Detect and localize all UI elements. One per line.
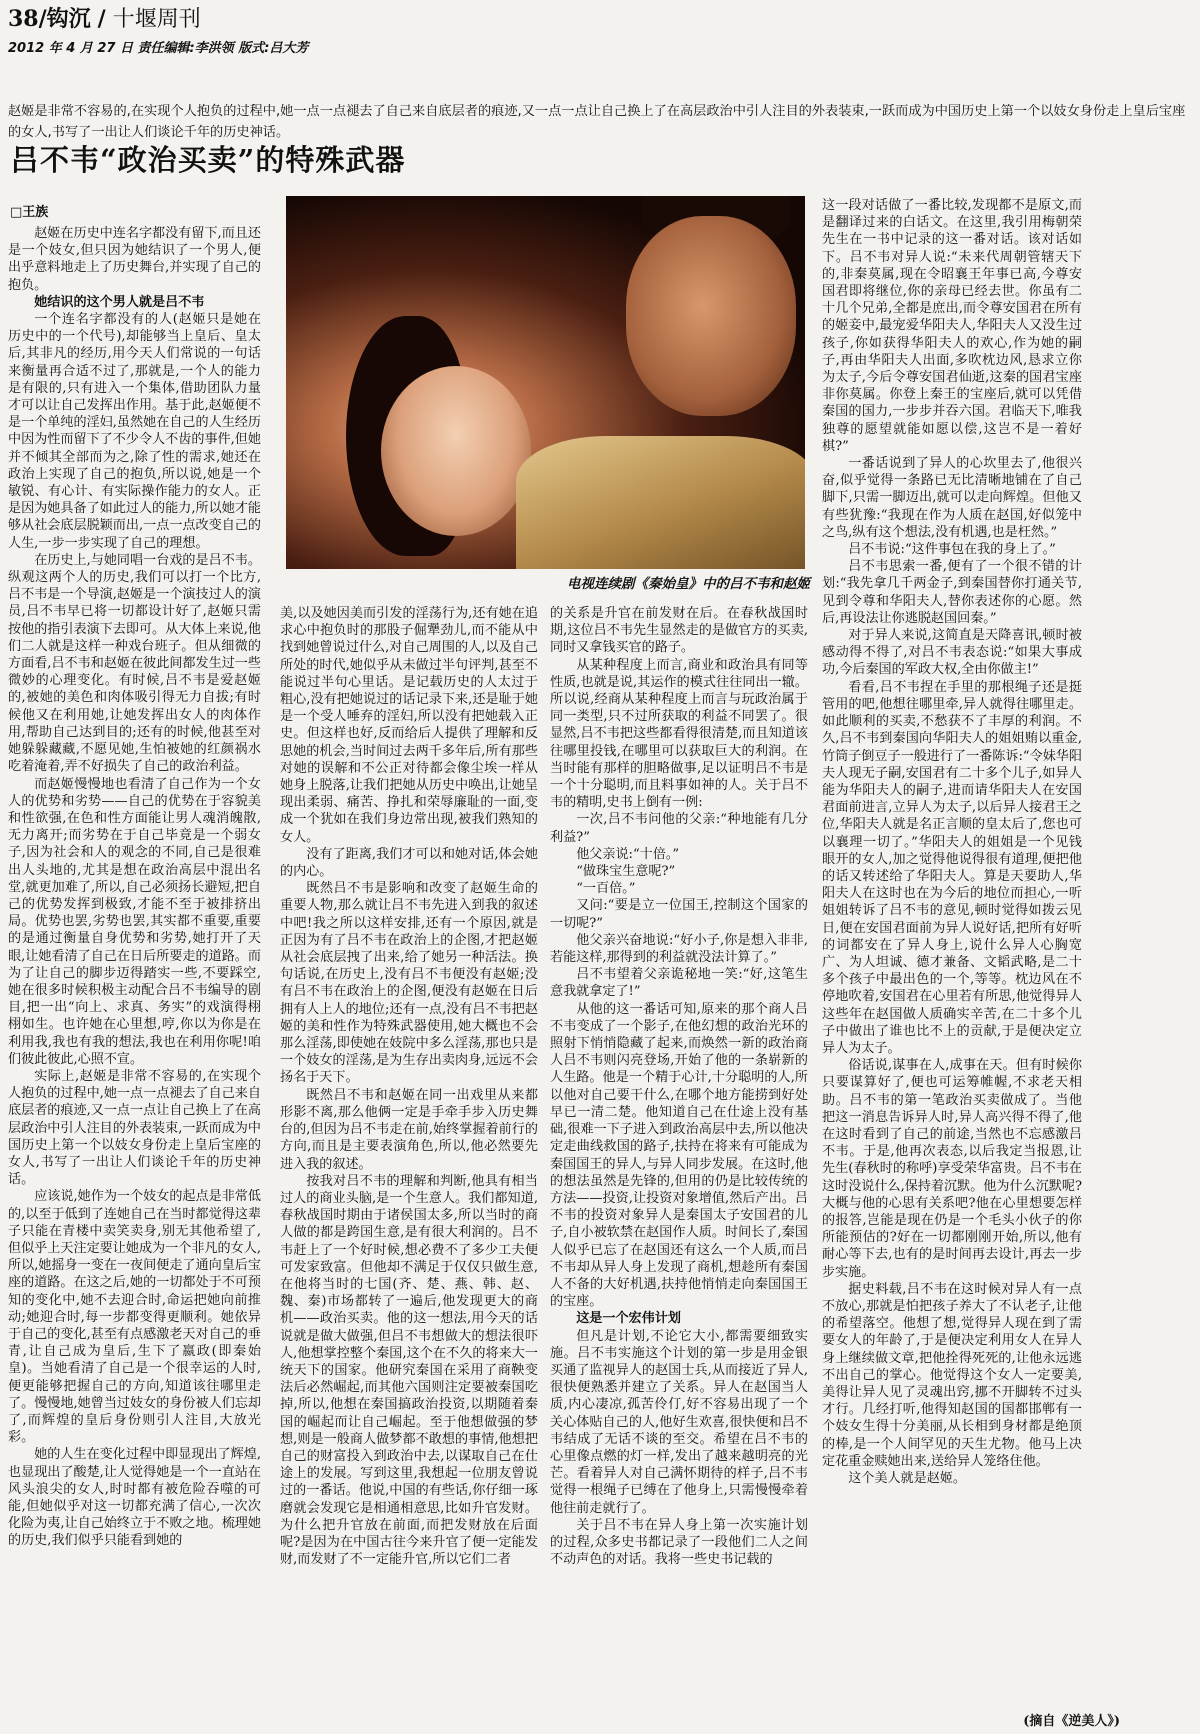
paragraph: 实际上,赵姬是非常不容易的,在实现个人抱负的过程中,她一点一点褪去了自己来自底层者的痕迹,又一点一点让自己换上了在高层政治中引人注目的外表装束,一跃而成为中国历史上第一个以妓女身份走上皇后宝座的女人,书写了一出让人们谈论千年的历史神话。 <box>8 1068 261 1188</box>
masthead <box>8 6 1188 33</box>
paragraph: 吕不韦思索一番,便有了一个很不错的计划:“我先拿几千两金子,到秦国替你打通关节,见到令尊和华阳夫人,替你表述你的心愿。然后,再设法让你逃脱赵国回秦。” <box>822 559 1082 626</box>
paragraph: 这一段对话做了一番比较,发现都不是原文,而是翻译过来的白话文。在这里,我引用梅朝荣先生在一书中记录的这一番对话。该对话如下。吕不韦对异人说:“未来代周朝管辖天下的,非秦莫属,现在令昭襄王年事已高,今尊安国君即将继位,你的亲母已经去世。你虽有二十几个兄弟,全都是庶出,而令尊安国君在所有的姬妾中,最宠爱华阳夫人,华阳夫人又没生过孩子,你如获得华阳夫人的欢心,作为她的嗣子,再由华阳夫人出面,多吹枕边风,恳求立你为太子,今后令尊安国君仙逝,这秦的国君宝座非你莫属。你登上秦王的宝座后,就可以凭借秦国的国力,一步步并吞六国。君临天下,唯我独尊的愿望就能如愿以偿,这岂不是一着好棋?” <box>822 198 1082 454</box>
paragraph: 他父亲兴奋地说:“好小子,你是想入非非,若能这样,那得到的利益就没法计算了。” <box>550 932 808 966</box>
section-heading: 她结识的这个男人就是吕不韦 <box>34 294 205 310</box>
text-column-1 <box>8 225 261 1725</box>
paragraph: 又问:“要是立一位国王,控制这个国家的一切呢?” <box>550 898 808 931</box>
photo-figure-robe <box>516 436 805 569</box>
publication-name: 十堰周刊 <box>112 7 201 32</box>
section-heading: 这是一个宏伟计划 <box>576 1311 681 1327</box>
drama-still-photo <box>286 196 805 569</box>
paragraph: 一个连名字都没有的人(赵姬只是她在历史中的一个代号),却能够当上皇后、皇太后,其非凡的经历,用今天人们常说的一句话来衡量再合适不过了,那就是,一个人的能力是有限的,只有进入一个集体,借助团队力量才可以让自己发挥出作用。基于此,赵姬便不是一个单纯的淫妇,虽然她在自己的人生经历中因为性而留下了不少令人不齿的事件,但她并不倾其全部而为之,除了性的需求,她还在政治上实现了自己的抱负,所以说,她是一个敏锐、有心计、有实际操作能力的女人。正是因为她具备了如此过人的能力,所以她才能够从社会底层脱颖而出,一点一点改变自己的人生,一步一步实现了自己的理想。 <box>8 312 261 551</box>
article-lead: 赵姬是非常不容易的,在实现个人抱负的过程中,她一点一点褪去了自己来自底层者的痕迹,又一点一点让自己换上了在高层政治中引人注目的外表装束,一跃而成为中国历史上第一个以妓女身份走上皇后宝座的女人,书写了一出让人们谈论千年的历史神话。 <box>8 104 1186 140</box>
masthead-separator: / <box>97 7 106 32</box>
text-column-3 <box>550 605 808 1725</box>
paragraph: 一次,吕不韦问他的父亲:“种地能有几分利益?” <box>550 812 808 845</box>
source-note: (摘自《逆美人》) <box>1023 1714 1120 1729</box>
paragraph: 赵姬在历史中连名字都没有留下,而且还是一个妓女,但只因为她结识了一个男人,便出乎意料地走上了历史舞台,并实现了自己的抱负。 <box>8 226 261 293</box>
paragraph: 从他的这一番话可知,原来的那个商人吕不韦变成了一个影子,在他幻想的政治光环的照射下悄悄隐藏了起来,而焕然一新的政治商人吕不韦则闪亮登场,开始了他的一条崭新的人生路。他是一个精于心计,十分聪明的人,所以他对自己要干什么,在哪个地方能捞到好处早已一清二楚。他知道自己在仕途上没有基础,很难一下子进入到政治高层中去,所以他决定走曲线救国的路子,扶持在将来有可能成为秦国国王的异人,与异人同步发展。在这时,他的想法虽然是先锋的,但用的仍是比较传统的方法——投资,让投资对象增值,然后产出。吕不韦的投资对象异人是秦国太子安国君的儿子,自小被软禁在赵国作人质。时间长了,秦国人似乎已忘了在赵国还有这么一个人质,而吕不韦却从异人身上发现了商机,想趁所有秦国人不备的大好机遇,扶持他悄悄走向秦国国王的宝座。 <box>550 1001 808 1310</box>
text-column-2 <box>280 605 538 1725</box>
paragraph: 她的人生在变化过程中即显现出了辉煌,也显现出了酸楚,让人觉得她是一个一直站在风头浪尖的女人,时时都有被危险吞噬的可能,但她似乎对这一切都充满了信心,一次次化险为夷,让自己始终立于不败之地。梳理她的历史,我们似乎只能看到她的 <box>8 1447 261 1549</box>
paragraph: 从某种程度上而言,商业和政治具有同等性质,也就是说,其运作的模式往往同出一辙。所以说,经商从某种程度上而言与玩政治属于同一类型,只不过所获取的利益不同罢了。很显然,吕不韦把这些都看得很清楚,而且知道该往哪里投钱,在哪里可以获取巨大的利润。在当时能有那样的胆略做事,足以证明吕不韦是一个十分聪明,而且料事如神的人。关于吕不韦的精明,史书上倒有一例: <box>550 657 808 811</box>
paragraph: 按我对吕不韦的理解和判断,他具有相当过人的商业头脑,是一个生意人。我们都知道,春秋战国时期由于诸侯国太多,所以当时的商人做的都是跨国生意,是有很大利润的。吕不韦赶上了一个好时候,想必费不了多少工夫便可发家致富。但他却不满足于仅仅只做生意,在他将当时的七国(齐、楚、燕、韩、赵、魏、秦)市场都转了一遍后,他发现更大的商机——政治买卖。他的这一想法,用今天的话说就是做大做强,但吕不韦想做大的想法很吓人,他想掌控整个秦国,这个在不久的将来大一统天下的国家。他研究秦国在采用了商鞅变法后必然崛起,而其他六国则注定要被秦国吃掉,所以,他想在秦国搞政治投资,以期随着秦国的崛起而让自己崛起。至于他想做强的梦想,则是一般商人做梦都不敢想的事情,他想把自己的财富投入到政治中去,以谋取自己在仕途上的发展。写到这里,我想起一位朋友曾说过的一番话。他说,中国的有些话,你仔细一琢磨就会发现它是相通相意思,比如升官发财。为什么把升官放在前面,而把发财放在后面呢?是因为在中国古往今来升官了便一定能发财,而发财了不一定能升官,所以它们二者 <box>280 1173 538 1568</box>
paragraph: 他父亲说:“十倍。” <box>576 846 680 862</box>
paragraph: 俗话说,谋事在人,成事在天。但有时候你只要谋算好了,便也可运筹帷幄,不求老天相助。吕不韦的第一笔政治买卖做成了。当他把这一消息告诉异人时,异人高兴得不得了,他在这时看到了自己的前途,当然也不忘感激吕不韦。于是,他再次表态,以后我定当报恩,让先生(春秋时的称呼)享受荣华富贵。吕不韦在这时没说什么,保持着沉默。他为什么沉默呢?大概与他的心思有关系吧?他在心里想要怎样的报答,岂能是现在仍是一个毛头小伙子的你所能预估的?好在一切都刚刚开始,所以,他有耐心等下去,也有的是时间再去设计,再去一步步实施。 <box>822 1058 1082 1280</box>
paragraph: 没有了距离,我们才可以和她对话,体会她的内心。 <box>280 846 538 880</box>
paragraph: 但凡是计划,不论它大小,都需要细致实施。吕不韦实施这个计划的第一步是用金银买通了监视异人的赵国士兵,从而接近了异人,很快便熟悉并建立了关系。异人在赵国当人质,内心凄凉,孤苦伶仃,好不容易出现了一个关心体贴自己的人,他好生欢喜,很快便和吕不韦结成了无话不谈的至交。希望在吕不韦的心里像点燃的灯一样,发出了越来越明亮的光芒。看着异人对自己满怀期待的样子,吕不韦觉得一根绳子已缚在了他身上,只需慢慢牵着他往前走就行了。 <box>550 1328 808 1516</box>
photo-caption: 电视连续剧《秦始皇》中的吕不韦和赵姬 <box>567 576 810 592</box>
paragraph: 的关系是升官在前发财在后。在春秋战国时期,这位吕不韦先生显然走的是做官方的买卖,同时又拿钱买官的路子。 <box>550 606 808 656</box>
photo-figure-zhaoji <box>381 366 531 536</box>
paragraph: 对于异人来说,这简直是天降喜讯,顿时被感动得不得了,对吕不韦表态说:“如果大事成功,今后秦国的军政大权,全由你做主!” <box>822 628 1082 678</box>
paragraph: 在历史上,与她同唱一台戏的是吕不韦。纵观这两个人的历史,我们可以打一个比方,吕不韦是一个导演,赵姬是一个演技过人的演员,吕不韦早已将一切都设计好了,赵姬只需按他的指引表演下去即可。从大体上来说,他们二人就是这样一种戏台班子。但从细微的方面看,吕不韦和赵姬在彼此间都发生过一些微妙的心理变化。有时候,吕不韦是爱赵姬的,被她的美色和肉体吸引得无力自拔;有时候他又在利用她,让她发挥出女人的肉体作用,帮助自己达到目的;还有的时候,他甚至对她躲躲藏藏,不愿见她,生怕被她的红颜祸水吃着淹着,弄不好损失了自己的政治利益。 <box>8 552 261 775</box>
article-title: 吕不韦“政治买卖”的特殊武器 <box>10 143 406 177</box>
paragraph: 关于吕不韦在异人身上第一次实施计划的过程,众多史书都记录了一段他们二人之间不动声色的对话。我将一些史书记载的 <box>550 1517 808 1568</box>
page-header <box>8 6 1188 56</box>
paragraph: 这个美人就是赵姬。 <box>848 1471 967 1487</box>
paragraph: 一番话说到了异人的心坎里去了,他很兴奋,似乎觉得一条路已无比清晰地铺在了自己脚下,只需一脚迈出,就可以走向辉煌。但他又有些犹豫:“我现在作为人质在赵国,好似笼中之鸟,纵有这个想法,没有机遇,也是枉然。” <box>822 456 1082 540</box>
paragraph: “做珠宝生意呢?” <box>576 864 676 880</box>
date-line: 2012 年 4 月 27 日 责任编辑:李洪领 版式:吕大芳 <box>8 41 309 56</box>
column-name: 钩沉 <box>46 7 91 32</box>
paragraph: 既然吕不韦是影响和改变了赵姬生命的重要人物,那么就让吕不韦先进入到我的叙述中吧!我之所以这样安排,还有一个原因,就是正因为有了吕不韦在政治上的企图,才把赵姬从社会底层拽了出来,给了她另一种活法。换句话说,在历史上,没有吕不韦便没有赵姬;没有吕不韦在政治上的企图,便没有赵姬在日后拥有人上人的地位;还有一点,没有吕不韦把赵姬的美和性作为特殊武器使用,她大概也不会那么淫荡,即使她在妓院中多么淫荡,那也只是一个妓女的淫荡,是为生存出卖肉身,远远不会扬名于天下。 <box>280 881 538 1086</box>
paragraph: 既然吕不韦和赵姬在同一出戏里从来都形影不离,那么他俩一定是手牵手步入历史舞台的,但因为吕不韦走在前,始终掌握着前行的方向,而且是主要表演角色,所以,他必然要先进入我的叙述。 <box>280 1087 538 1172</box>
paragraph: 吕不韦说:“这件事包在我的身上了。” <box>848 542 1056 558</box>
text-column-4 <box>822 197 1082 1697</box>
paragraph: 而赵姬慢慢地也看清了自己作为一个女人的优势和劣势——自己的优势在于容貌美和性欲强,在色和性方面能让男人魂消魄散,无力离开;而劣势在于自己毕竟是一个弱女子,因为社会和人的观念的不同,自己是很难出人头地的,尤其是想在政治高层中混出名堂,就更加难了,所以,自己必须扬长避短,把自己的优势发挥到极致,才能不至于被排挤出局。优势也罢,劣势也罢,其实都不重要,重要的是通过衡量自身优势和劣势,她打开了天眼,让她看清了自己在日后所要走的道路。而为了让自己的脚步迈得踏实一些,不要踩空,她在很多时候积极主动配合吕不韦编导的剧目,把一出“向上、求真、务实”的戏演得栩栩如生。也许她在心里想,哼,你以为你是在利用我,我也有我的想法,我也在利用你呢!咱们彼此彼此,心照不宣。 <box>8 776 261 1067</box>
paragraph: 看看,吕不韦捏在手里的那根绳子还是挺管用的吧,他想往哪里牵,异人就得往哪里走。如此顺利的买卖,不愁获不了丰厚的利润。不久,吕不韦到秦国向华阳夫人的姐姐贿以重金,竹筒子倒豆子一般进行了一番陈诉:“令妹华阳夫人现无子嗣,安国君有二十多个儿子,如异人能为华阳夫人的嗣子,进而请华阳夫人在安国君面前进言,立异人为太子,以后异人接君王之位,华阳夫人就是名正言顺的皇太后了,您也可以襄理一切了。”华阳夫人的姐姐是一个见钱眼开的女人,加之觉得他说得很有道理,便把他的话又转述给了华阳夫人。算是天要助人,华阳夫人在这时也在为今后的地位而担心,一听姐姐转诉了吕不韦的意见,顿时觉得如拨云见日,便在安国君面前为异人说好话,把所有好听的词都安在了异人身上,说什么异人心胸宽广、为人坦诚、德才兼备、文韬武略,是二十多个孩子中最出色的一个,等等。枕边风在不停地吹着,安国君在心里若有所思,他觉得异人这些年在赵国做人质确实辛苦,在二十多个儿子中做出了谁也比不上的贡献,于是便决定立异人为太子。 <box>822 679 1082 1056</box>
author-byline: □王族 <box>10 205 49 220</box>
paragraph: “一百倍。” <box>576 881 636 897</box>
photo-figure-lvbuwei <box>626 216 796 416</box>
page-number: 38/ <box>8 6 47 32</box>
paragraph: 应该说,她作为一个妓女的起点是非常低的,以至于低到了连她自己在当时都觉得这辈子只能在青楼中卖笑卖身,别无其他希望了,但似乎上天注定要让她成为一个非凡的女人,所以,她摇身一变在一夜间便走了通向皇后宝座的道路。在这之后,她的一切都处于不可预知的变化中,她不去迎合时,命运把她向前推动;她迎合时,每一步都变得更顺利。她依异于自己的变化,甚至有点感激老天对自己的垂青,让自己成为皇后,生下了嬴政(即秦始皇)。当她看清了自己是一个很幸运的人时,便更能够把握自己的方向,知道该往哪里走了。慢慢地,她曾当过妓女的身份被人们忘却了,而辉煌的皇后身份则引人注目,大放光彩。 <box>8 1189 261 1446</box>
paragraph: 吕不韦望着父亲诡秘地一笑:“好,这笔生意我就拿定了!” <box>550 967 808 1000</box>
paragraph: 据史料载,吕不韦在这时候对异人有一点不放心,那就是怕把孩子养大了不认老子,让他的希望落空。他想了想,觉得异人现在到了需要女人的年龄了,于是便决定利用女人在异人身上继续做文章,把他拴得死死的,让他永远逃不出自己的掌心。他觉得这个女人一定要美,美得让异人见了灵魂出窍,挪不开脚转不过头才行。几经打听,他得知赵国的国都邯郸有一个妓女生得十分美丽,从长相到身材都是绝顶的棒,是一个人间罕见的天生尤物。他马上决定花重金赎她出来,送给异人笼络住他。 <box>822 1281 1082 1469</box>
paragraph: 美,以及她因美而引发的淫荡行为,还有她在追求心中抱负时的那股子倔犟劲儿,而不能从中找到她曾说过什么,对自己周围的人,以及自己所处的时代,她似乎从未做过半句评判,甚至不能说过半句心里话。是记载历史的人太过于粗心,没有把她说过的话记录下来,还是耻于她是一个受人唾弃的淫妇,所以没有把她载入正史。但这样也好,反而给后人提供了理解和反思她的机会,当时间过去两千多年后,所有那些对她的误解和不公正对待都会像尘埃一样从她身上脱落,让我们把她从历史中唤出,让她呈现出柔弱、痛苦、挣扎和荣辱廉耻的一面,变成一个犹如在我们身边常出现,被我们熟知的女人。 <box>280 606 538 845</box>
